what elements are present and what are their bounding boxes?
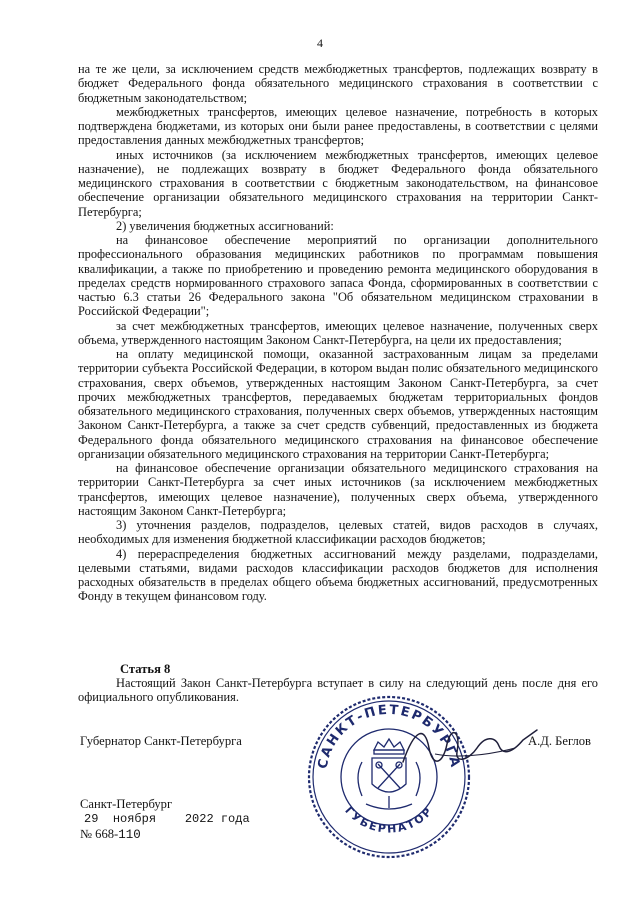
seal-text-bottom: ГУБЕРНАТОР bbox=[342, 804, 436, 836]
signing-date bbox=[84, 812, 250, 826]
signing-place: Санкт-Петербург bbox=[80, 797, 173, 811]
date-day: 29 bbox=[84, 812, 99, 826]
article-title: Статья 8 bbox=[120, 662, 171, 676]
paragraph-9: 3) уточнения разделов, подразделов, целевых статей, видов расходов в случаях, необходимых для изменения бюджетной классификации расходов бюджетов; bbox=[78, 518, 598, 547]
law-number-value: 110 bbox=[118, 828, 141, 842]
paragraph-7: на оплату медицинской помощи, оказанной застрахованным лицам за пределами территории субъекта Российской Федерации, в котором выдан полис обязательного медицинского страхования, сверх объемов, утвержденных настоящим Законом Санкт-Петербурга, за счет прочих межбюджетных трансфертов, передаваемых бюджетам территориальных фондов обязательного медицинского страхования, полученных сверх объемов, утвержденных настоящим Законом Санкт-Петербурга, а также за счет средств субвенций, предоставленных из бюджета Федерального фонда обязательного медицинского страхования на финансовое обеспечение организации обязательного медицинского страхования на территории Санкт-Петербурга; bbox=[78, 347, 598, 461]
law-number bbox=[80, 827, 141, 842]
paragraph-1: на те же цели, за исключением средств межбюджетных трансфертов, подлежащих возврату в бюджет Федерального фонда обязательного медицинского страхования в соответствии с бюджетным законодательством; bbox=[78, 62, 598, 105]
seal-text-top: САНКТ-ПЕТЕРБУРГА bbox=[315, 702, 463, 771]
paragraph-10: 4) перераспределения бюджетных ассигнований между разделами, подразделами, целевыми статьями, видами расходов классификации расходов бюджетов для исполнения расходных обязательств в пределах общего объема бюджетных ассигнований, предусмотренных Фонду в текущем финансовом году. bbox=[78, 546, 598, 604]
paragraph-8: на финансовое обеспечение организации обязательного медицинского страхования на территории Санкт-Петербурга за счет иных источников (за исключением межбюджетных трансфертов, имеющих целевое назначение), полученных сверх объема, утвержденного настоящим Законом Санкт-Петербурга; bbox=[78, 461, 598, 518]
handwritten-signature bbox=[395, 718, 545, 778]
law-number-prefix: № 668- bbox=[80, 827, 119, 841]
paragraph-2: межбюджетных трансфертов, имеющих целевое назначение, потребность в которых подтверждена бюджетами, из которых они были ранее предоставлены, в соответствии с целями предоставления данных межбюджетных трансфертов; bbox=[78, 104, 598, 148]
paragraph-6: за счет межбюджетных трансфертов, имеющих целевое назначение, полученных сверх объема, утвержденного настоящим Законом Санкт-Петербурга, на цели их предоставления; bbox=[78, 318, 598, 347]
governor-title: Губернатор Санкт-Петербурга bbox=[80, 734, 242, 748]
governor-name: А.Д. Беглов bbox=[528, 734, 592, 748]
article-text: Настоящий Закон Санкт-Петербурга вступает в силу на следующий день после дня его официального опубликования. bbox=[78, 676, 598, 705]
paragraph-3: иных источников (за исключением межбюджетных трансфертов, имеющих целевое назначение), не подлежащих возврату в бюджет Федерального фонда обязательного медицинского страхования в соответствии с бюджетным законодательством, на финансовое обеспечение организации обязательного медицинского страхования на территории Санкт-Петербурга; bbox=[78, 147, 598, 219]
date-month: ноября bbox=[112, 812, 157, 826]
paragraph-4: 2) увеличения бюджетных ассигнований: bbox=[116, 218, 334, 233]
date-year: 2022 года bbox=[184, 812, 250, 826]
body-text bbox=[78, 62, 598, 604]
paragraph-5: на финансовое обеспечение мероприятий по организации дополнительного профессионального образования медицинских работников по программам повышения квалификации, а также по приобретению и проведению ремонта медицинского оборудования в пределах средств нормированного страхового запаса Фонда, сформированных в соответствии с частью 6.3 статьи 26 Федерального закона "Об обязательном медицинском страховании в Российской Федерации"; bbox=[78, 233, 598, 319]
page-number: 4 bbox=[317, 36, 323, 50]
